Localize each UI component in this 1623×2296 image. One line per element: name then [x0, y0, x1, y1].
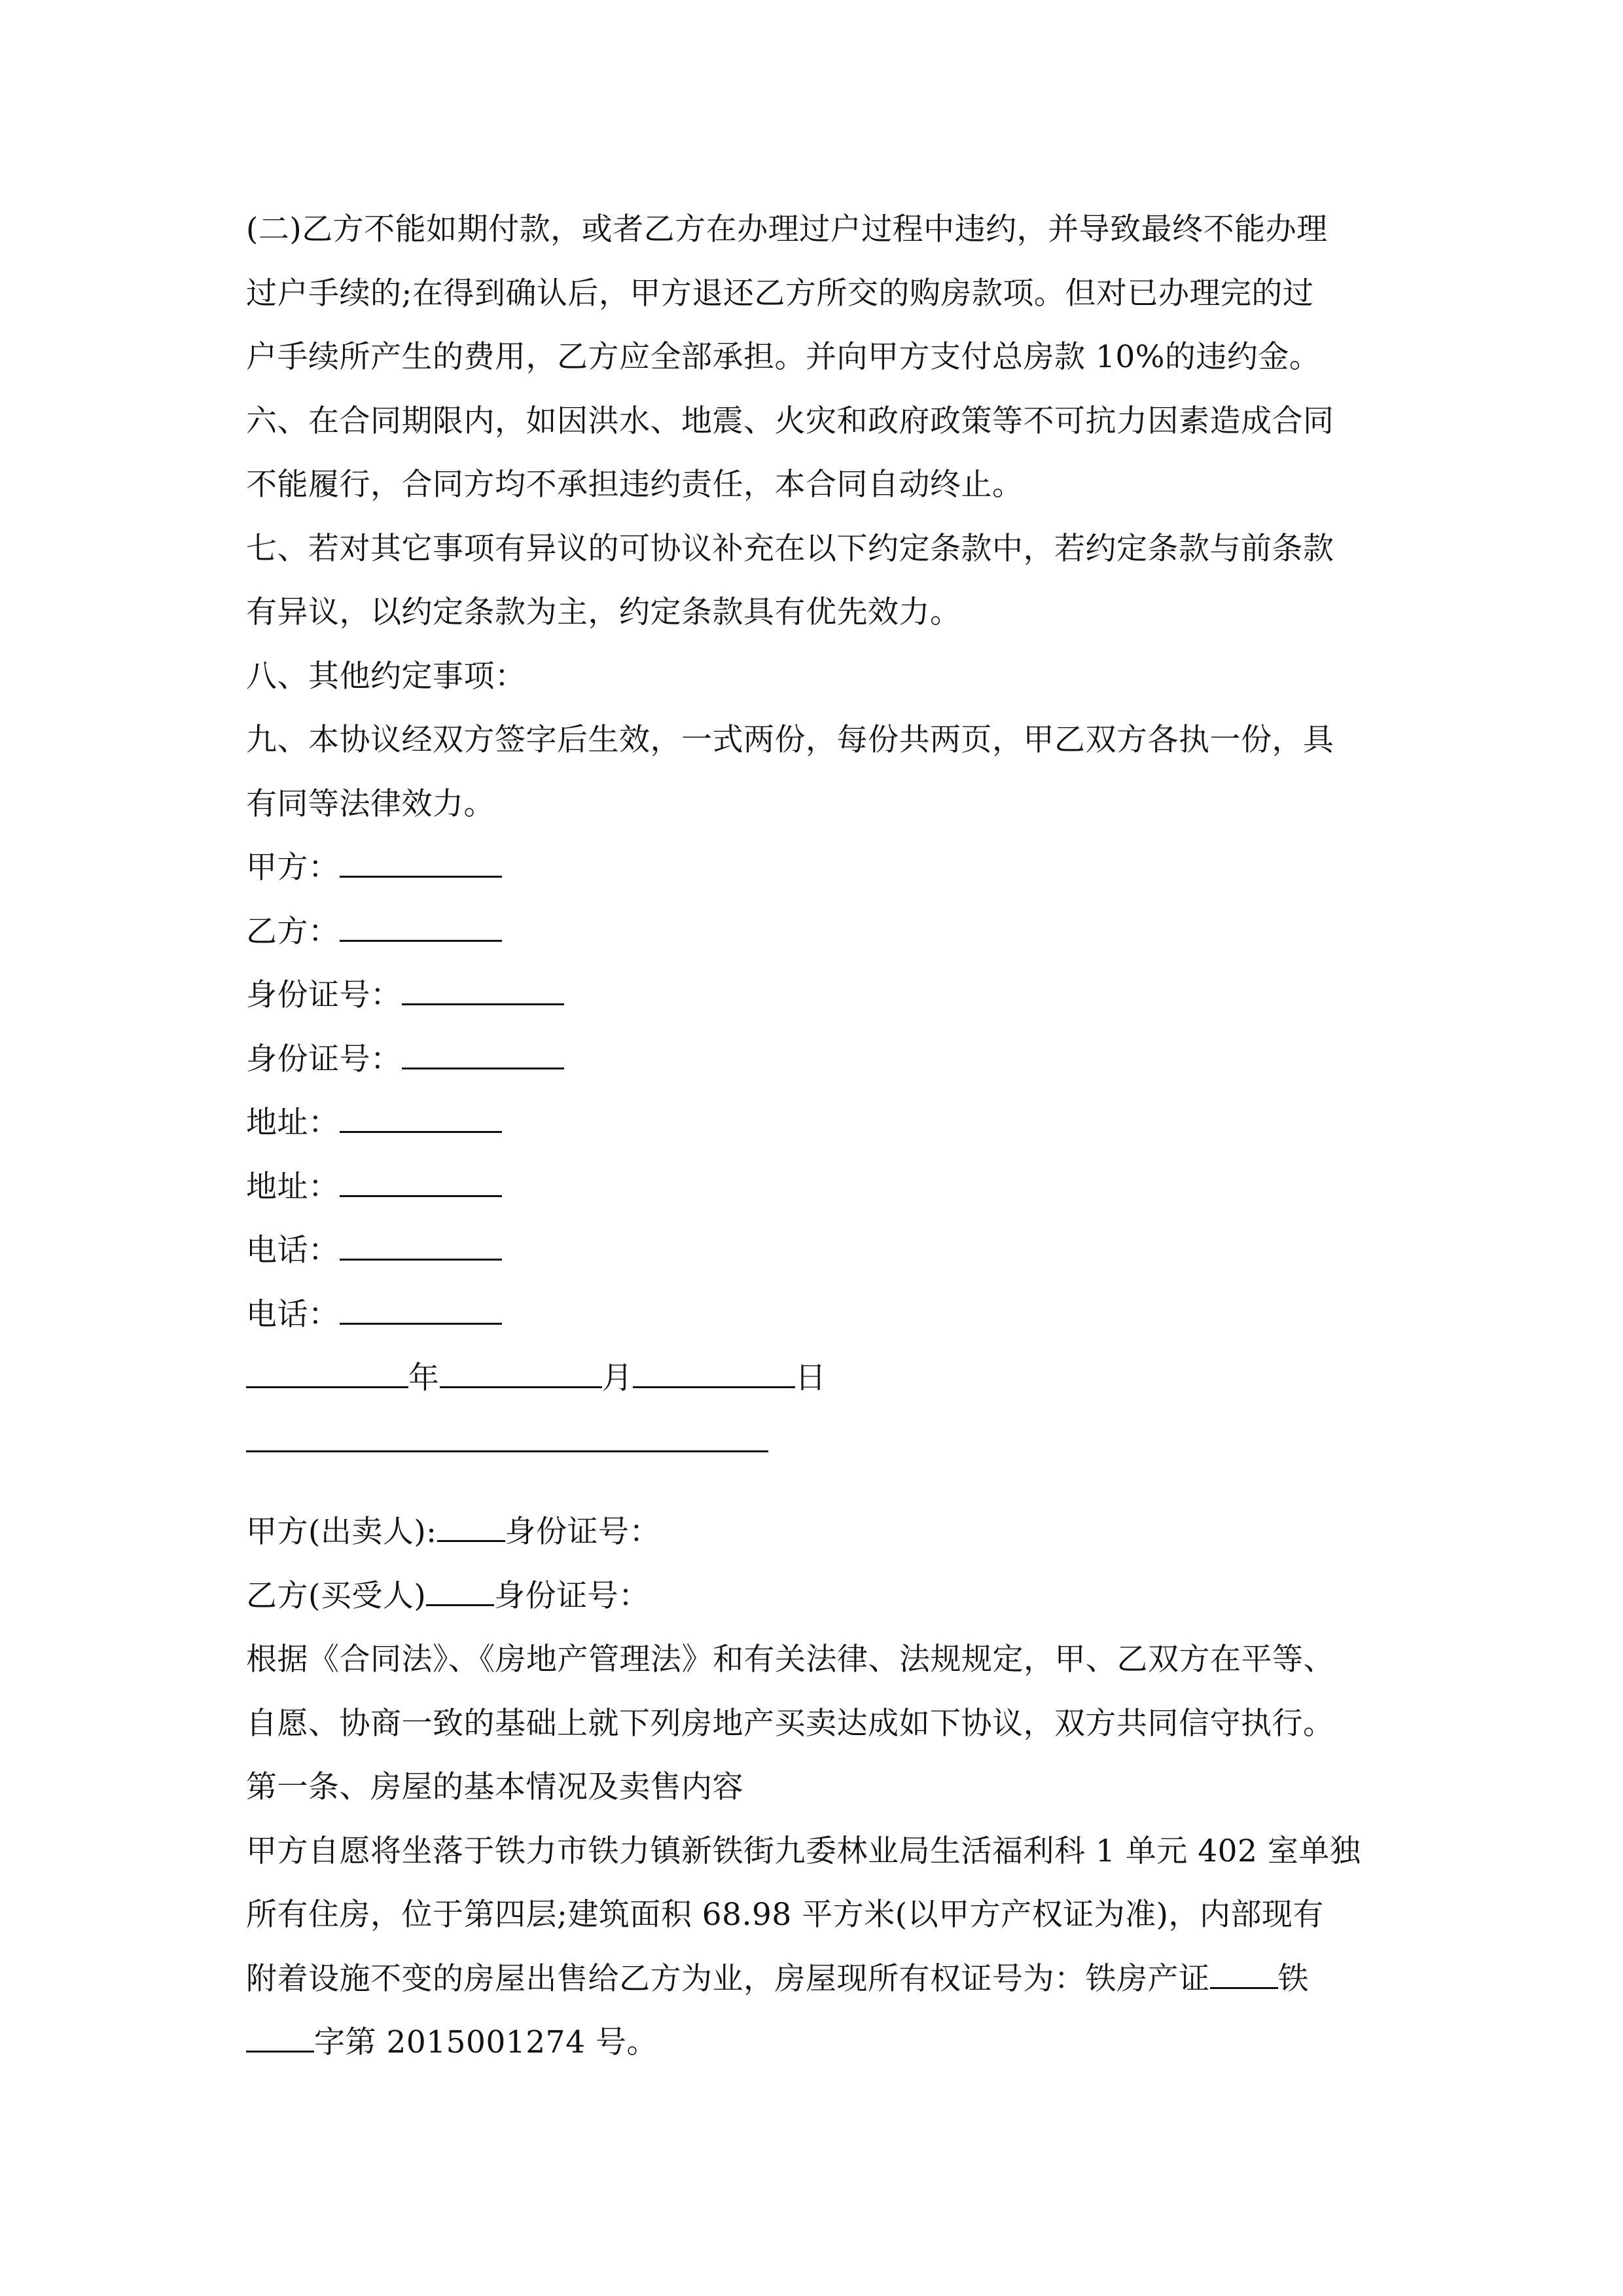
- paragraph-line: 有同等法律效力。: [246, 785, 495, 822]
- signature-blank: [340, 1165, 502, 1197]
- certificate-text: 附着设施不变的房屋出售给乙方为业，房屋现所有权证号为：铁房产证: [246, 1960, 1210, 1997]
- paragraph-line: 不能履行，合同方均不承担违约责任，本合同自动终止。: [246, 467, 1024, 503]
- buyer-line: [246, 1564, 1398, 1628]
- certificate-text-end: 铁: [1277, 1960, 1309, 1997]
- signature-phone-b: [246, 1283, 1398, 1347]
- signature-blank: [340, 1229, 502, 1261]
- signature-blank: [340, 846, 502, 878]
- signature-label: 甲方：: [246, 850, 340, 886]
- signature-blank: [340, 1101, 502, 1133]
- date-line: [246, 1346, 1398, 1410]
- paragraph-line: [246, 1947, 1398, 2011]
- paragraph-line: 有异议，以约定条款为主，约定条款具有优先效力。: [246, 594, 961, 630]
- signature-blank: [402, 1037, 564, 1069]
- signature-id-a: [246, 963, 1398, 1028]
- signature-label: 电话：: [246, 1296, 340, 1333]
- signature-blank: [340, 1293, 502, 1325]
- signature-party-b: [246, 900, 1398, 964]
- signature-party-a: [246, 836, 1398, 900]
- signature-label: 身份证号：: [246, 977, 402, 1013]
- paragraph-line: 六、在合同期限内，如因洪水、地震、火灾和政府政策等不可抗力因素造成合同: [246, 403, 1334, 439]
- divider-rule: [246, 1427, 768, 1452]
- signature-blank: [340, 910, 502, 942]
- seller-label: 甲方(出卖人):: [246, 1514, 437, 1550]
- year-blank: [246, 1356, 408, 1388]
- signature-phone-a: [246, 1219, 1398, 1283]
- signature-blank: [402, 973, 564, 1005]
- paragraph-line: 过户手续的;在得到确认后，甲方退还乙方所交的购房款项。但对已办理完的过: [246, 275, 1314, 312]
- month-label: 月: [601, 1360, 633, 1396]
- paragraph-line: 户手续所产生的费用，乙方应全部承担。并向甲方支付总房款 10%的违约金。: [246, 339, 1321, 375]
- paragraph-line: 九、本协议经双方签字后生效，一式两份，每份共两页，甲乙双方各执一份，具: [246, 722, 1334, 758]
- seller-blank: [437, 1510, 505, 1542]
- year-label: 年: [408, 1360, 440, 1396]
- signature-label: 身份证号：: [246, 1041, 402, 1077]
- paragraph-line: 八、其他约定事项：: [246, 658, 526, 694]
- day-blank: [633, 1356, 795, 1388]
- signature-address-b: [246, 1155, 1398, 1219]
- month-blank: [440, 1356, 602, 1388]
- certificate-blank: [1210, 1957, 1278, 1989]
- signature-address-a: [246, 1091, 1398, 1155]
- spacer: [246, 1474, 1398, 1500]
- signature-label: 乙方：: [246, 913, 340, 950]
- signature-label: 电话：: [246, 1232, 340, 1268]
- paragraph-line: 甲方自愿将坐落于铁力市铁力镇新铁街九委林业局生活福利科 1 单元 402 室单独: [246, 1833, 1361, 1869]
- seller-id-label: 身份证号：: [505, 1514, 661, 1550]
- section-divider: [246, 1410, 1398, 1475]
- paragraph-line: 根据《合同法》、《房地产管理法》和有关法律、法规规定，甲、乙双方在平等、: [246, 1641, 1334, 1677]
- paragraph-line: [246, 2011, 1398, 2075]
- certificate-blank: [246, 2020, 314, 2053]
- day-label: 日: [795, 1360, 827, 1396]
- signature-id-b: [246, 1028, 1398, 1092]
- buyer-label: 乙方(买受人): [246, 1577, 427, 1614]
- buyer-blank: [426, 1574, 494, 1606]
- seller-line: [246, 1500, 1398, 1564]
- article-title: 第一条、房屋的基本情况及卖售内容: [246, 1769, 743, 1805]
- buyer-id-label: 身份证号：: [494, 1577, 650, 1614]
- certificate-number: 字第 2015001274 号。: [314, 2024, 658, 2060]
- signature-label: 地址：: [246, 1105, 340, 1141]
- paragraph-line: 所有住房，位于第四层;建筑面积 68.98 平方米(以甲方产权证为准)，内部现有: [246, 1897, 1324, 1933]
- paragraph-line: 自愿、协商一致的基础上就下列房地产买卖达成如下协议，双方共同信守执行。: [246, 1705, 1334, 1742]
- paragraph-line: (二)乙方不能如期付款，或者乙方在办理过户过程中违约，并导致最终不能办理: [246, 211, 1328, 247]
- paragraph-line: 七、若对其它事项有异议的可协议补充在以下约定条款中，若约定条款与前条款: [246, 530, 1334, 567]
- signature-label: 地址：: [246, 1168, 340, 1205]
- document-body: [246, 198, 1398, 2075]
